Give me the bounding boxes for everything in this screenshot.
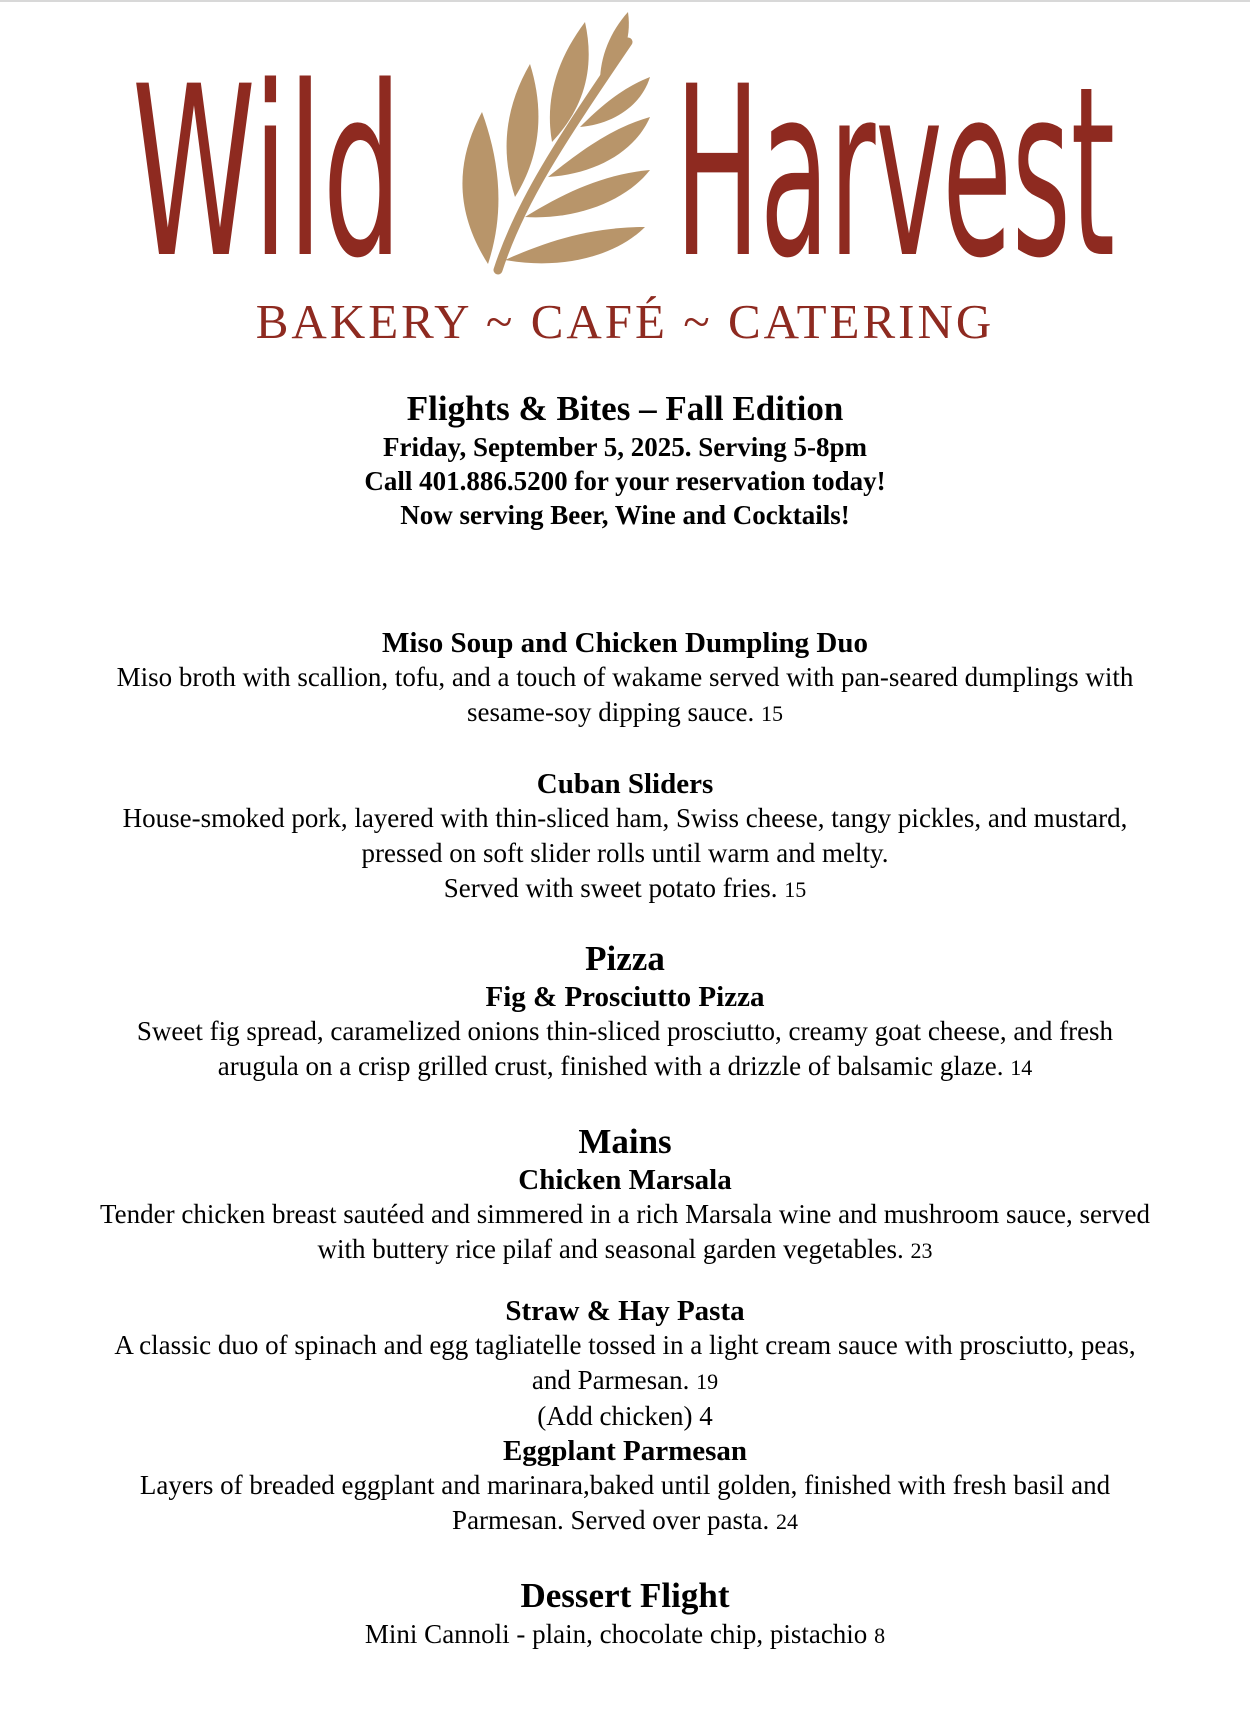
item-description	[30, 801, 1220, 907]
item-description-line: A classic duo of spinach and egg tagliatelle tossed in a light cream sauce with prosciutto, peas,	[114, 1330, 1136, 1360]
item-name: Straw & Hay Pasta	[505, 1295, 745, 1327]
item-price: 19	[696, 1369, 719, 1394]
item-description	[30, 1617, 1220, 1653]
logo-tagline: BAKERY ~ CAFÉ ~ CATERING	[255, 294, 995, 349]
item-description-line: Miso broth with scallion, tofu, and a touch of wakame served with pan-seared dumplings with	[116, 662, 1134, 692]
menu-item-cuban	[30, 767, 1220, 907]
item-description-line: Sweet fig spread, caramelized onions thin-sliced prosciutto, creamy goat cheese, and fresh	[136, 1016, 1114, 1046]
item-price: 15	[784, 877, 807, 902]
item-description-line: House-smoked pork, layered with thin-sliced ham, Swiss cheese, tangy pickles, and mustard,	[122, 803, 1128, 833]
reservation-line: Call 401.886.5200 for your reservation today!	[364, 466, 886, 496]
item-name: Miso Soup and Chicken Dumpling Duo	[382, 627, 868, 659]
item-description	[30, 1197, 1220, 1268]
item-price: 23	[910, 1238, 933, 1263]
item-description-line: with buttery rice pilaf and seasonal garden vegetables.	[317, 1234, 904, 1264]
logo-word-right: Harvest	[675, 37, 1115, 292]
event-date: Friday, September 5, 2025. Serving 5-8pm	[383, 432, 867, 462]
wheat-icon	[462, 12, 650, 270]
item-name: Cuban Sliders	[536, 768, 714, 800]
logo-word-left: Wild	[132, 37, 402, 292]
item-description-line: sesame-soy dipping sauce.	[467, 697, 755, 727]
item-description-line: arugula on a crisp grilled crust, finished with a drizzle of balsamic glaze.	[217, 1051, 1004, 1081]
item-description-line: pressed on soft slider rolls until warm and melty.	[361, 838, 889, 868]
item-price: 24	[775, 1509, 798, 1534]
item-description	[30, 660, 1220, 731]
item-description	[30, 1328, 1220, 1434]
section-title-dessert: Dessert Flight	[520, 1576, 730, 1615]
item-description-line: Layers of breaded eggplant and marinara,baked until golden, finished with fresh basil and	[139, 1470, 1111, 1500]
item-price: 14	[1010, 1055, 1033, 1080]
item-description	[30, 1014, 1220, 1085]
event-header	[0, 388, 1250, 532]
item-description-line: Served with sweet potato fries.	[443, 873, 778, 903]
item-description	[30, 1468, 1220, 1539]
item-description-line: Parmesan. Served over pasta.	[452, 1505, 770, 1535]
item-name: Chicken Marsala	[518, 1164, 732, 1196]
item-description-line: Mini Cannoli - plain, chocolate chip, pistachio	[364, 1619, 868, 1649]
menu-item-miso	[30, 626, 1220, 731]
drinks-line: Now serving Beer, Wine and Cocktails!	[400, 500, 850, 530]
menu-item-eggplant	[30, 1434, 1220, 1539]
item-price: 15	[760, 701, 783, 726]
item-description-line: Tender chicken breast sautéed and simmered in a rich Marsala wine and mushroom sauce, served	[100, 1199, 1150, 1229]
event-title: Flights & Bites – Fall Edition	[406, 389, 844, 428]
menu-item-straw-hay	[30, 1294, 1220, 1434]
menu-item-cannoli	[30, 1617, 1220, 1653]
item-addon: (Add chicken) 4	[537, 1401, 713, 1431]
item-name: Fig & Prosciutto Pizza	[485, 981, 765, 1013]
menu-list	[30, 626, 1220, 1653]
section-title-pizza: Pizza	[585, 939, 665, 978]
section-title-mains: Mains	[578, 1122, 672, 1161]
item-name: Eggplant Parmesan	[502, 1435, 748, 1467]
item-description-line: and Parmesan.	[531, 1365, 690, 1395]
menu-item-fig-pizza	[30, 980, 1220, 1085]
item-price: 8	[874, 1623, 886, 1648]
menu-item-marsala	[30, 1163, 1220, 1268]
logo-artwork	[0, 2, 1250, 292]
wild-harvest-logo	[0, 2, 1250, 362]
